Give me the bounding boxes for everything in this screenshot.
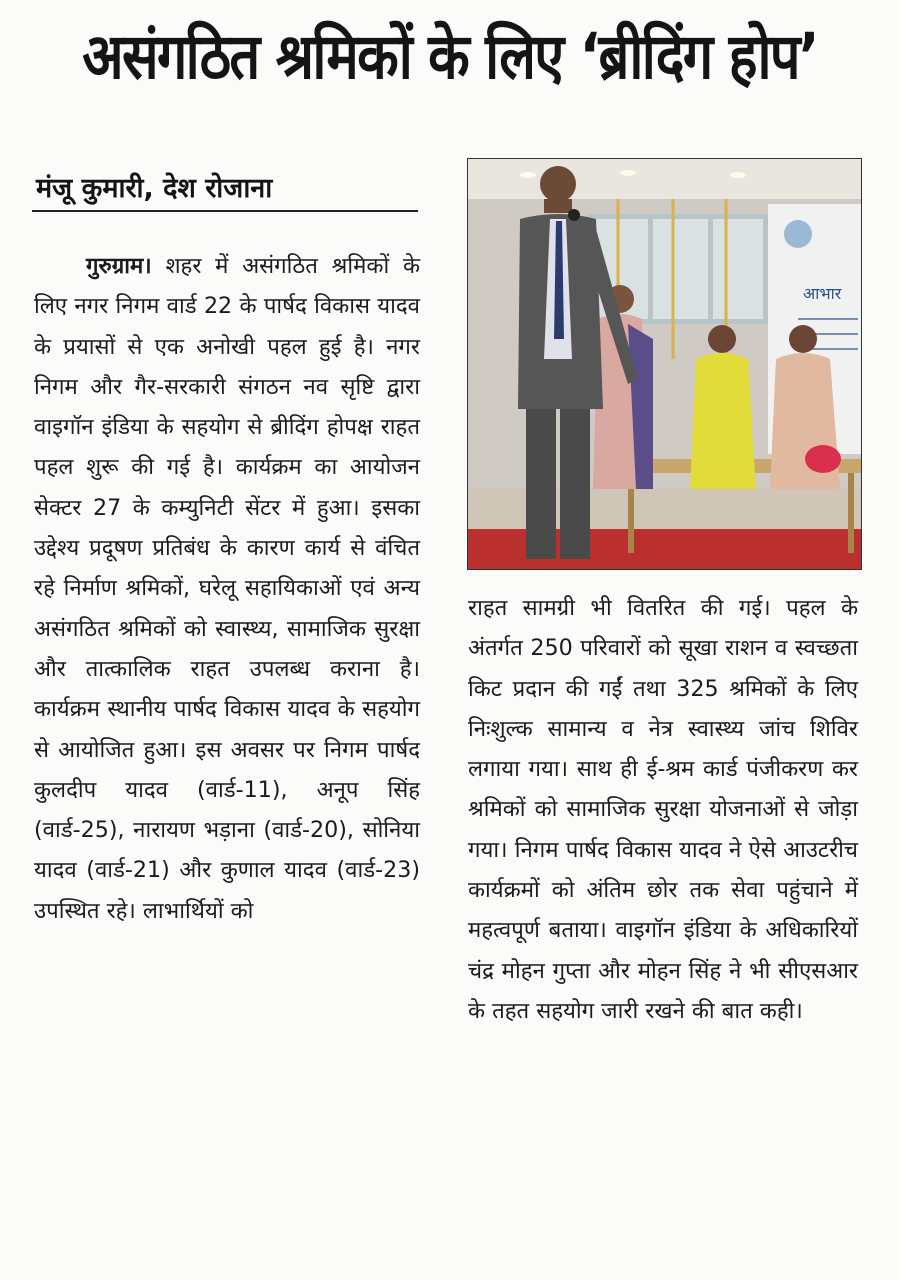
article-column-left [34, 246, 420, 931]
headline: असंगठित श्रमिकों के लिए ‘ब्रीदिंग होप’ [82, 20, 818, 93]
byline-divider [32, 210, 418, 212]
article-paragraph-left [34, 246, 420, 931]
byline: मंजू कुमारी, देश रोजाना [36, 173, 273, 204]
banner-text: आभार [803, 284, 842, 303]
body-text-left: शहर में असंगठित श्रमिकों के लिए नगर निगम वार्ड 22 के पार्षद विकास यादव के प्रयासों से एक अनोखी पहल हुई है। नगर निगम और गैर-सरकारी संगठन नव सृष्टि द्वारा वाइगॉन इंडिया के सहयोग से ब्रीदिंग होपक्ष राहत पहल शुरू की गई है। कार्यक्रम का आयोजन सेक्टर 27 के कम्युनिटी सेंटर में हुआ। इसका उद्देश्य प्रदूषण प्रतिबंध के कारण कार्य से वंचित रहे निर्माण श्रमिकों, घरेलू सहायिकाओं एवं अन्य असंगठित श्रमिकों को स्वास्थ्य, सामाजिक सुरक्षा और तात्कालिक राहत उपलब्ध कराना है। कार्यक्रम स्थानीय पार्षद विकास यादव के सहयोग से आयोजित हुआ। इस अवसर पर निगम पार्षद कुलदीप यादव (वार्ड-11), अनूप सिंह (वार्ड-25), नारायण भड़ाना (वार्ड-20), सोनिया यादव (वार्ड-21) और कुणाल यादव (वार्ड-23) उपस्थित रहे। लाभार्थियों को [34, 253, 420, 924]
article-paragraph-right: राहत सामग्री भी वितरित की गई। पहल के अंतर्गत 250 परिवारों को सूखा राशन व स्वच्छता किट प्रदान की गईं तथा 325 श्रमिकों के लिए निःशुल्क सामान्य व नेत्र स्वास्थ्य जांच शिविर लगाया गया। साथ ही ई-श्रम कार्ड पंजीकरण कर श्रमिकों को सामाजिक सुरक्षा योजनाओं से जोड़ा गया। निगम पार्षद विकास यादव ने ऐसे आउटरीच कार्यक्रमों को अंतिम छोर तक सेवा पहुंचाने में महत्वपूर्ण बताया। वाइगॉन इंडिया के अधिकारियों चंद्र मोहन गुप्ता और मोहन सिंह ने भी सीएसआर के तहत सहयोग जारी रखने की बात कही। [468, 595, 858, 1024]
event-photo [467, 158, 862, 570]
event-photo-illustration [468, 159, 861, 569]
dateline: गुरुग्राम। [86, 253, 152, 279]
article-column-right [468, 588, 858, 1031]
